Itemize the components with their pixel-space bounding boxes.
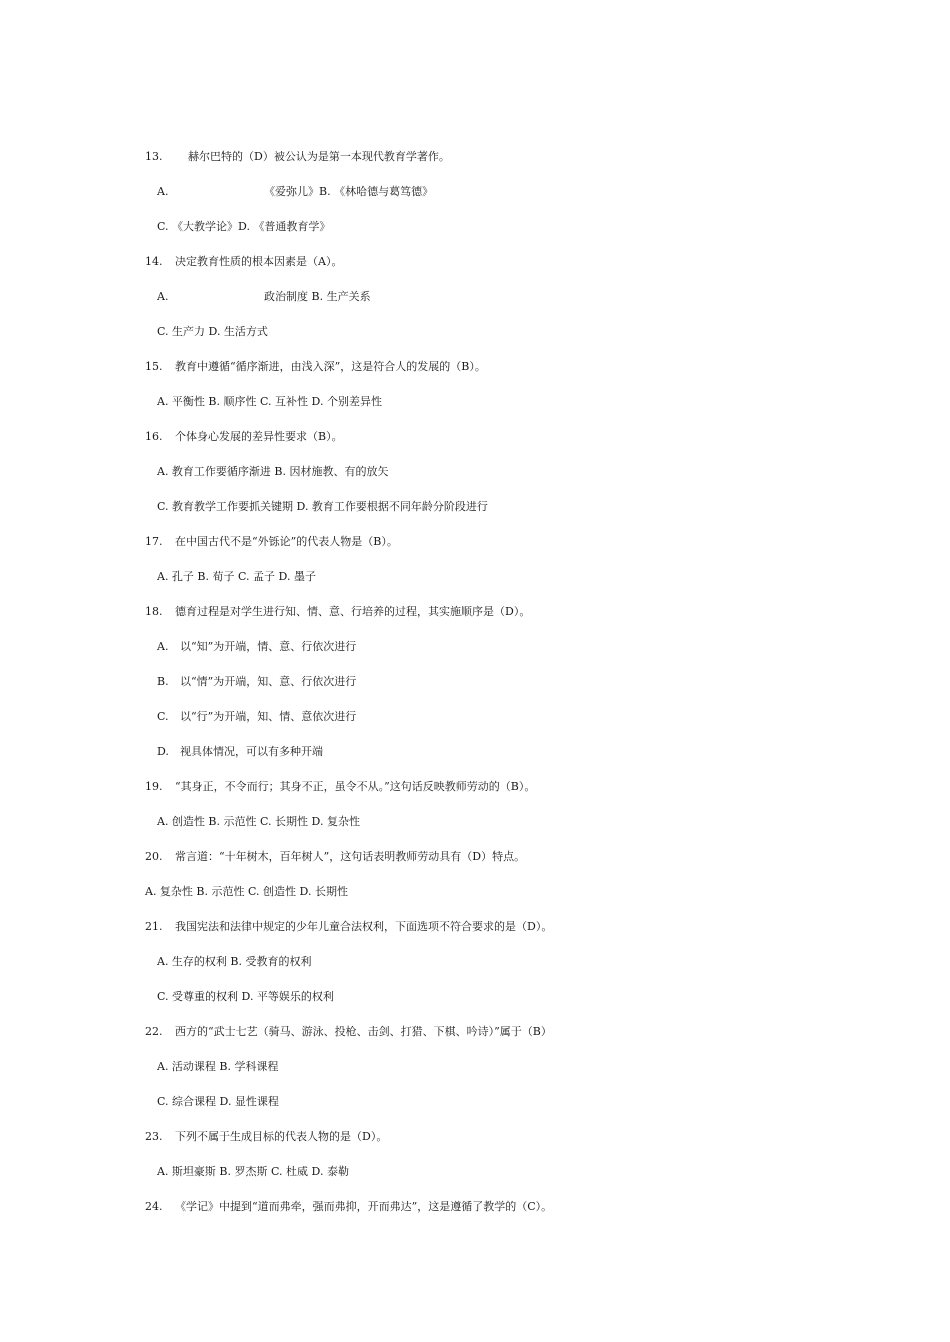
option-letter: A. (157, 290, 169, 303)
option-text: A. 平衡性 B. 顺序性 C. 互补性 D. 个别差异性 (157, 395, 382, 408)
option-text: A. 教育工作要循序渐进 B. 因材施教、有的放矢 (157, 465, 389, 478)
option-text: 以“知”为开端，情、意、行依次进行 (180, 640, 357, 653)
option-text: A. 创造性 B. 示范性 C. 长期性 D. 复杂性 (157, 815, 360, 828)
question-text: 个体身心发展的差异性要求（B）。 (175, 430, 343, 443)
question-number: 21. (145, 920, 163, 933)
option-text: 《爱弥儿》B. 《林哈德与葛笃德》 (264, 185, 434, 198)
option-letter: A. (157, 640, 169, 653)
option-text: C. 生产力 D. 生活方式 (157, 325, 268, 338)
option-letter: C. (157, 710, 169, 723)
question-number: 20. (145, 850, 163, 863)
option-text: C. 受尊重的权利 D. 平等娱乐的权利 (157, 990, 334, 1003)
question-number: 22. (145, 1025, 163, 1038)
option-text: 政治制度 B. 生产关系 (264, 290, 371, 303)
question-text: 教育中遵循“循序渐进，由浅入深”，这是符合人的发展的（B）。 (175, 360, 486, 373)
question-number: 23. (145, 1130, 163, 1143)
question-number: 19. (145, 780, 163, 793)
question-number: 14. (145, 255, 163, 268)
option-text: 视具体情况，可以有多种开端 (180, 745, 323, 758)
option-text: A. 斯坦豪斯 B. 罗杰斯 C. 杜威 D. 泰勒 (157, 1165, 349, 1178)
option-letter: D. (157, 745, 169, 758)
question-text: “其身正，不令而行；其身不正，虽令不从。”这句话反映教师劳动的（B）。 (175, 780, 536, 793)
option-text: C. 《大教学论》D. 《普通教育学》 (157, 220, 331, 233)
question-number: 16. (145, 430, 163, 443)
option-text: A. 孔子 B. 荀子 C. 孟子 D. 墨子 (157, 570, 316, 583)
question-text: 在中国古代不是“外铄论”的代表人物是（B）。 (175, 535, 398, 548)
question-text: 西方的“武士七艺（骑马、游泳、投枪、击剑、打猎、下棋、吟诗）”属于（B） (175, 1025, 552, 1038)
question-number: 15. (145, 360, 163, 373)
question-text: 我国宪法和法律中规定的少年儿童合法权利，下面选项不符合要求的是（D）。 (175, 920, 553, 933)
option-text: 以“行”为开端，知、情、意依次进行 (180, 710, 357, 723)
question-text: 下列不属于生成目标的代表人物的是（D）。 (175, 1130, 388, 1143)
question-text: 《学记》中提到“道而弗牵，强而弗抑，开而弗达”，这是遵循了教学的（C）。 (175, 1200, 553, 1213)
question-number: 17. (145, 535, 163, 548)
question-number: 18. (145, 605, 163, 618)
option-letter: B. (157, 675, 169, 688)
option-text: A. 生存的权利 B. 受教育的权利 (157, 955, 312, 968)
option-letter: A. (157, 185, 169, 198)
question-text: 决定教育性质的根本因素是（A）。 (175, 255, 343, 268)
option-text: C. 综合课程 D. 显性课程 (157, 1095, 279, 1108)
question-text: 德育过程是对学生进行知、情、意、行培养的过程，其实施顺序是（D）。 (175, 605, 531, 618)
option-text: C. 教育教学工作要抓关键期 D. 教育工作要根据不同年龄分阶段进行 (157, 500, 488, 513)
question-text: 赫尔巴特的（D）被公认为是第一本现代教育学著作。 (188, 150, 450, 163)
question-text: 常言道：“十年树木，百年树人”，这句话表明教师劳动具有（D）特点。 (175, 850, 526, 863)
question-number: 24. (145, 1200, 163, 1213)
option-text: 以“情”为开端，知、意、行依次进行 (180, 675, 357, 688)
question-number: 13. (145, 150, 163, 163)
option-text: A. 活动课程 B. 学科课程 (157, 1060, 279, 1073)
option-text: A. 复杂性 B. 示范性 C. 创造性 D. 长期性 (145, 885, 348, 898)
